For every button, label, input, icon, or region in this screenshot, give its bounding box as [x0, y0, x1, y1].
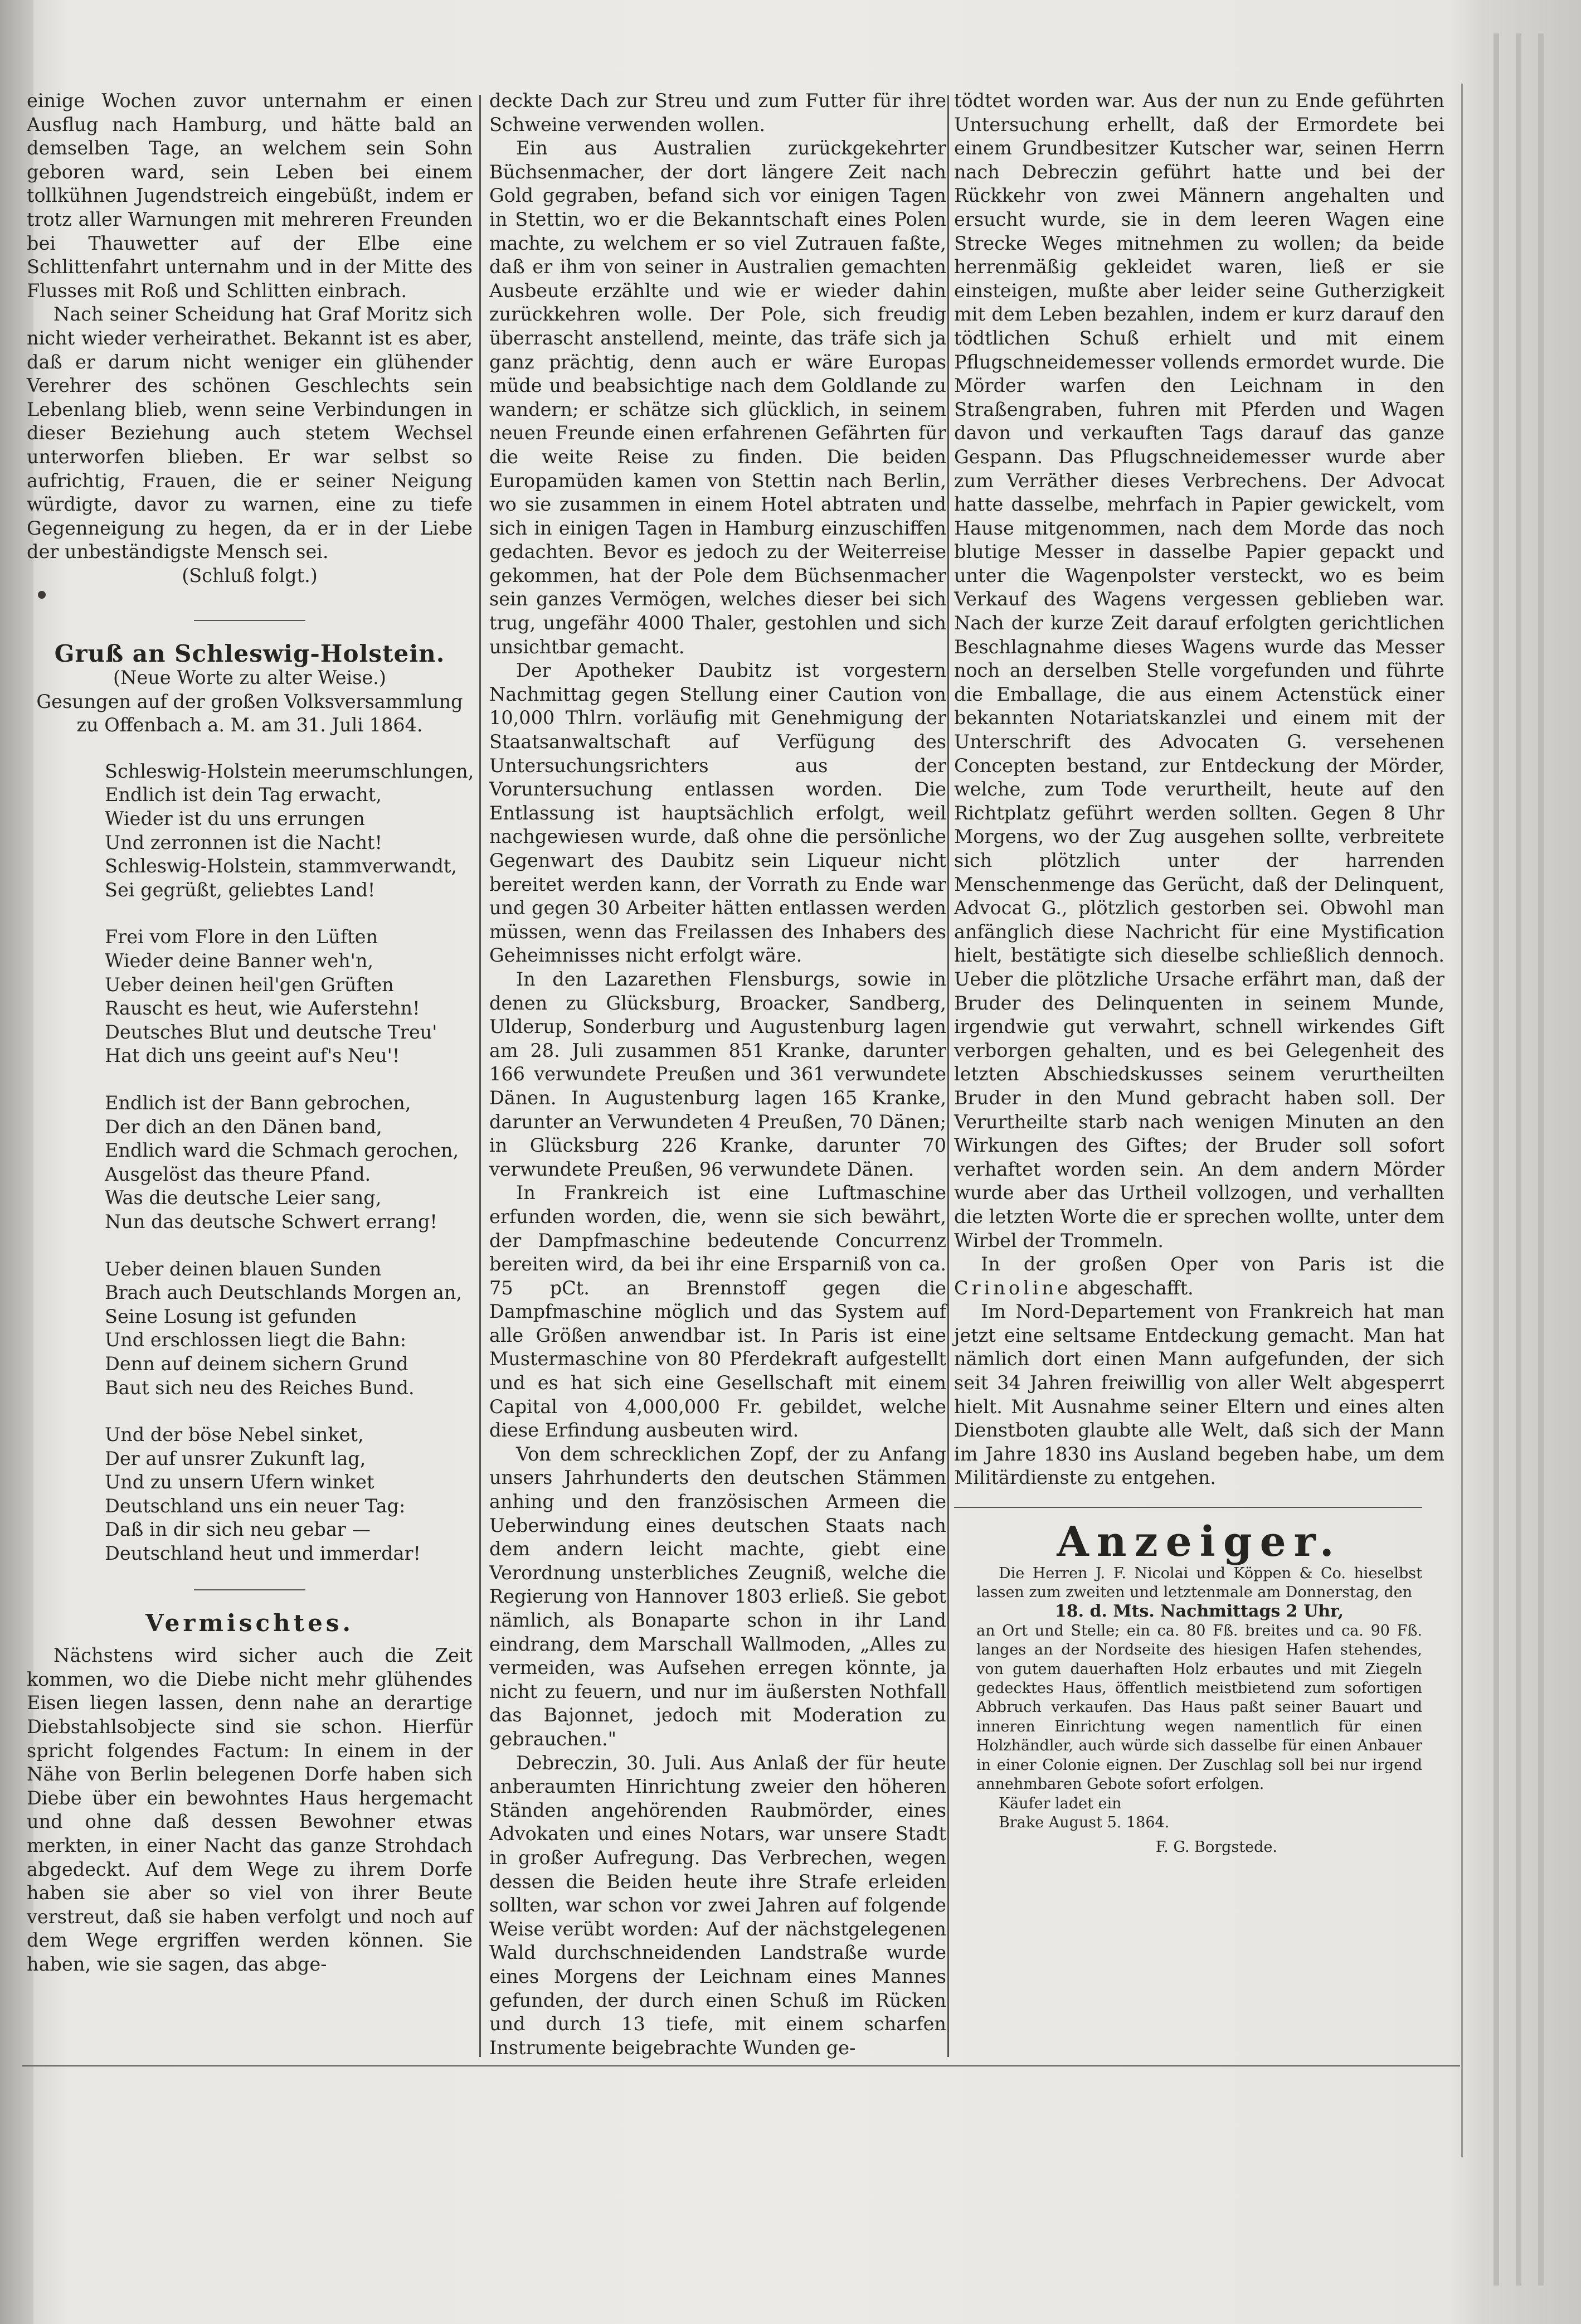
- poem-stanza: [105, 760, 473, 903]
- poem-line: Deutschland uns ein neuer Tag:: [105, 1495, 406, 1517]
- poem-line: Und zerronnen ist die Nacht!: [105, 831, 382, 853]
- poem-subtitle: (Neue Worte zu alter Weise.): [113, 667, 387, 689]
- poem-line: Ueber deinen heil'gen Grüften: [105, 973, 394, 996]
- ad-body: an Ort und Stelle; ein ca. 80 Fß. breites und ca. 90 Fß. langes an der Nordseite des hiesigen Hafen stehendes, von gutem dauerhaften Holz erbautes und mit Ziegeln gedecktes Haus, öffentlich meistbietend zum sofortigen Abbruch verkaufen. Das Haus paßt seiner Bauart und inneren Einrichtung wegen namentlich für einen Holzhändler, auch würde sich dasselbe für einen Anbauer in einer Colonie eignen. Der Zuschlag soll bei nur irgend annehmbaren Gebote sofort erfolgen.: [976, 1622, 1422, 1793]
- poem-line: Deutsches Blut und deutsche Treu': [105, 1021, 437, 1043]
- article-continuation: deckte Dach zur Streu und zum Futter für ihre Schweine verwenden wollen.: [489, 90, 946, 135]
- page-edge: [1494, 33, 1499, 2286]
- section-title-vermischtes: Vermischtes.: [145, 1609, 354, 1637]
- page-edge: [1538, 33, 1544, 2286]
- column-rule: [947, 95, 949, 2057]
- text-fragment: In der großen Oper von Paris ist die: [981, 1253, 1444, 1275]
- column-3: [954, 89, 1444, 1857]
- column-2: [489, 89, 946, 2060]
- ad-date: 18. d. Mts. Nachmittags 2 Uhr,: [1054, 1602, 1344, 1622]
- poem-stanza: [105, 1423, 473, 1566]
- poem-line: Schleswig-Holstein, stammverwandt,: [105, 855, 458, 877]
- ad-buyer-note: Käufer ladet ein: [999, 1794, 1122, 1812]
- poem-line: Ausgelöst das theure Pfand.: [105, 1163, 371, 1185]
- poem-line: Hat dich uns geeint auf's Neu'!: [105, 1045, 400, 1067]
- poem-line: Ueber deinen blauen Sunden: [105, 1258, 382, 1280]
- bullet-mark: [38, 591, 46, 599]
- poem-line: Endlich ist dein Tag erwacht,: [105, 784, 382, 806]
- article-paragraph: Ein aus Australien zurückgekehrter Büchsenmacher, der dort längere Zeit nach Gold gegraben, befand sich vor einigen Tagen in Stettin, wo er die Bekanntschaft eines Polen machte, zu welchem er so viel Zutrauen faßte, daß er ihm von seiner in Australien gemachten Ausbeute erzählte und wie er wieder dahin zurückkehren wolle. Der Pole, sich freudig überrascht anstellend, meinte, das träfe sich ja ganz prächtig, denn auch er wäre Europas müde und beabsichtige nach dem Goldlande zu wandern; er schätze sich glücklich, in seinem neuen Freunde einen erfahrenen Gefährten für die weite Reise zu finden. Die beiden Europamüden kamen von Stettin nach Berlin, wo sie zusammen in einem Hotel abtraten und sich in einigen Tagen in Hamburg einzuschiffen gedachten. Bevor es jedoch zu der Weiterreise gekommen, hat der Pole dem Büchsenmacher sein ganzes Vermögen, welches dieser bei sich trug, ungefähr 4000 Thaler, gestohlen und sich unsichtbar gemacht.: [489, 137, 946, 658]
- section-separator: [194, 620, 305, 621]
- article-continuation: einige Wochen zuvor unternahm er einen Ausflug nach Hamburg, und hätte bald an demselben Tage, an welchem sein Sohn geboren ward, sein Leben bei einem tollkühnen Jugendstreich eingebüßt, indem er trotz aller Warnungen mit mehreren Freunden bei Thauwetter auf der Elbe eine Schlittenfahrt unternahm und in der Mitte des Flusses mit Roß und Schlitten einbrach.: [27, 90, 473, 302]
- poem-line: Daß in dir sich neu gebar —: [105, 1518, 371, 1541]
- bottom-rule: [22, 2065, 1460, 2066]
- poem-line: Sei gegrüßt, geliebtes Land!: [105, 879, 376, 901]
- article-paragraph: Debreczin, 30. Juli. Aus Anlaß der für heute anberaumten Hinrichtung zweier den höheren Ständen angehörenden Raubmörder, eines Advokaten und eines Notars, war unsere Stadt in großer Aufregung. Das Verbrechen, wegen dessen die Beiden heute ihre Strafe erleiden sollten, war schon vor zwei Jahren auf folgende Weise verübt worden: Auf der nächstgelegenen Wald durchschneidenden Landstraße wurde eines Morgens der Leichnam eines Mannes gefunden, der durch einen Schuß im Rücken und durch 13 tiefe, mit einem scharfen Instrumente beigebrachte Wunden ge-: [489, 1752, 946, 2059]
- ad-signature: F. G. Borgstede.: [1155, 1838, 1277, 1856]
- poem-line: Schleswig-Holstein meerumschlungen,: [105, 760, 474, 782]
- article-paragraph: In Frankreich ist eine Luftmaschine erfunden worden, die, wenn sie sich bewährt, der Dampfmaschine bedeutende Concurrenz bereiten wird, da bei ihr eine Ersparniß von ca. 75 pCt. an Brennstoff gegen die Dampfmaschine möglich und das System auf alle Größen anwendbar ist. In Paris ist eine Mustermaschine von 80 Pferdekraft aufgestellt und es hat sich eine Gesellschaft mit einem Capital von 4,000,000 Fr. gebildet, welche diese Erfindung ausbeuten wird.: [489, 1182, 946, 1442]
- page-edge: [1516, 33, 1521, 2286]
- poem-line: Endlich ist der Bann gebrochen,: [105, 1091, 411, 1114]
- section-title-anzeiger: Anzeiger.: [1057, 1518, 1342, 1566]
- poem-line: Seine Losung ist gefunden: [105, 1305, 357, 1327]
- poem-stanza: [105, 1258, 473, 1400]
- continued-note: (Schluß folgt.): [182, 564, 318, 586]
- article-paragraph: [954, 1253, 1444, 1300]
- text-fragment: abgeschafft.: [1077, 1277, 1194, 1299]
- column-rule: [479, 95, 481, 2057]
- poem-line: Was die deutsche Leier sang,: [105, 1187, 382, 1209]
- column-1: [27, 89, 473, 1977]
- poem-line: Rauscht es heut, wie Auferstehn!: [105, 997, 420, 1020]
- poem: [105, 760, 473, 1566]
- poem-line: Der auf unsrer Zukunft lag,: [105, 1447, 366, 1469]
- poem-note: Gesungen auf der großen Volksversammlung zu Offenbach a. M. am 31. Juli 1864.: [36, 690, 463, 736]
- article-paragraph: Nächstens wird sicher auch die Zeit kommen, wo die Diebe nicht mehr glühendes Eisen liegen lassen, denn nahe an derartige Diebstahlsobjecte sind sie schon. Hierfür spricht folgendes Factum: In einem in der Nähe von Berlin belegenen Dorfe haben sich Diebe über ein bewohntes Haus hergemacht und ohne daß dessen Bewohner etwas merkten, in einer Nacht das ganze Strohdach abgedeckt. Auf dem Wege zu ihrem Dorfe haben sie aber so viel von ihrer Beute verstreut, daß sie haben verfolgt und noch auf dem Wege ergriffen werden können. Sie haben, wie sie sagen, das abge-: [27, 1644, 473, 1975]
- advertisement: [954, 1564, 1444, 1857]
- article-paragraph: Von dem schrecklichen Zopf, der zu Anfang unsers Jahrhunderts den deutschen Stämmen anhing und den französischen Armeen die Ueberwindung eines deutschen Staats nach dem andern leicht machte, giebt eine Verordnung unsterbliches Zeugniß, welche die Regierung von Hannover 1803 erließ. Sie gebot nämlich, als Bonaparte schon in ihr Land eindrang, dem Marschall Wallmoden, „Alles zu vermeiden, was Aufsehen erregen könnte, ja nicht zu feuern, und nur im äußersten Nothfall das Bajonnet, jedoch mit Moderation zu gebrauchen.": [489, 1443, 946, 1750]
- poem-line: Nun das deutsche Schwert errang!: [105, 1210, 437, 1233]
- poem-line: Deutschland heut und immerdar!: [105, 1542, 421, 1565]
- poem-line: Brach auch Deutschlands Morgen an,: [105, 1282, 463, 1304]
- poem-line: Baut sich neu des Reiches Bund.: [105, 1376, 415, 1399]
- article-paragraph: In den Lazarethen Flensburgs, sowie in denen zu Glücksburg, Broacker, Sandberg, Ulderup, Sonderburg und Augustenburg lagen am 28. Juli zusammen 851 Kranke, darunter 166 verwundete Preußen und 361 verwundete Dänen. In Augustenburg lagen 165 Kranke, darunter an Verwundeten 4 Preußen, 70 Dänen; in Glücksburg 226 Kranke, darunter 70 verwundete Preußen, 96 verwundete Dänen.: [489, 968, 946, 1180]
- poem-line: Endlich ward die Schmach gerochen,: [105, 1139, 459, 1162]
- article-continuation: tödtet worden war. Aus der nun zu Ende geführten Untersuchung erhellt, daß der Ermordete bei einem Grundbesitzer Kutscher war, seinen Herrn nach Debreczin geführt hatte und bei der Rückkehr von zwei Männern angehalten und ersucht wurde, sie in dem leeren Wagen eine Strecke Weges mitnehmen zu wollen; da beide herrenmäßig gekleidet waren, ließ er sie einsteigen, mußte aber leider seine Gutherzigkeit mit dem Leben bezahlen, indem er kurz darauf den tödtlichen Schuß erhielt und mit einem Pflugschneidemesser vollends ermordet wurde. Die Mörder warfen den Leichnam in den Straßengraben, fuhren mit Pferden und Wagen davon und verkauften Tags darauf das ganze Gespann. Das Pflugschneidemesser wurde aber zum Verräther dieses Verbrechens. Der Advocat hatte dasselbe, mehrfach in Papier gewickelt, vom Hause mitgenommen, nach dem Morde das noch blutige Messer in dasselbe Papier gepackt und unter die Wagenpolster versteckt, wo es beim Verkauf des Wagens vergessen geblieben war. Nach der kurze Zeit darauf erfolgten gerichtlichen Beschlagnahme dieses Wagens wurde das Messer noch an derselben Stelle vorgefunden und führte die Emballage, die aus einem Actenstück einer bekannten Notariatskanzlei und einem mit der Unterschrift des Advocaten G. versehenen Concepten bestand, zur Entdeckung der Mörder, welche, zum Tode verurtheilt, heute auf den Richtplatz geführt werden sollten. Gegen 8 Uhr Morgens, wo der Zug ausgehen sollte, verbreitete sich plötzlich unter der harrenden Menschenmenge das Gerücht, daß der Delinquent, Advocat G., plötzlich gestorben sei. Obwohl man anfänglich diese Nachricht für eine Mystification hielt, bestätigte sich dieselbe schließlich dennoch. Ueber die plötzliche Ursache erfährt man, daß der Bruder des Delinquenten in seinem Munde, irgendwie gut verwahrt, schnell wirkendes Gift verborgen gehalten, und es bei Gelegenheit des letzten Abschiedskusses seinem verurtheilten Bruder in den Mund gebracht haben soll. Der Verurtheilte starb nach wenigen Minuten an den Wirkungen des Giftes; der Bruder soll sofort verhaftet worden sein. An dem andern Mörder wurde aber das Urtheil vollzogen, und verhallten die letzten Worte die er sprechen wollte, unter dem Wirbel der Trommeln.: [954, 90, 1444, 1251]
- article-paragraph: Nach seiner Scheidung hat Graf Moritz sich nicht wieder verheirathet. Bekannt ist es aber, daß er darum nicht weniger ein glühender Verehrer des schönen Geschlechts sein Lebenlang blieb, wenn seine Verbindungen in dieser Beziehung auch stetem Wechsel unterworfen blieben. Er war selbst so aufrichtig, Frauen, die er seiner Neigung würdigte, davor zu warnen, eine zu tiefe Gegenneigung zu hegen, da er in der Liebe der unbeständigste Mensch sei.: [27, 303, 473, 563]
- poem-line: Frei vom Flore in den Lüften: [105, 926, 378, 948]
- article-paragraph: Im Nord-Departement von Frankreich hat man jetzt eine seltsame Entdeckung gemacht. Man hat nämlich dort einen Mann aufgefunden, der sich seit 34 Jahren freiwillig von aller Welt abgesperrt hielt. Mit Ausnahme seiner Eltern und eines alten Dienstboten glaubte alle Welt, daß sich der Mann im Jahre 1830 ins Ausland begeben habe, um dem Militärdienste zu entgehen.: [954, 1301, 1444, 1489]
- poem-line: Denn auf deinem sichern Grund: [105, 1352, 408, 1375]
- poem-stanza: [105, 1091, 473, 1234]
- poem-line: Und erschlossen liegt die Bahn:: [105, 1329, 407, 1351]
- poem-title: Gruß an Schleswig-Holstein.: [54, 640, 445, 668]
- poem-line: Der dich an den Dänen band,: [105, 1115, 382, 1138]
- poem-line: Und zu unsern Ufern winket: [105, 1471, 374, 1493]
- section-separator: [194, 1589, 305, 1590]
- poem-line: Wieder deine Banner weh'n,: [105, 950, 374, 972]
- article-paragraph: Der Apotheker Daubitz ist vorgestern Nachmittag gegen Stellung einer Caution von 10,000 Thlrn. vorläufig mit Genehmigung der Staatsanwaltschaft auf Verfügung des Untersuchungsrichters aus der Voruntersuchung entlassen worden. Die Entlassung ist hauptsächlich erfolgt, weil nachgewiesen wurde, daß ohne die persönliche Gegenwart des Daubitz sein Liqueur nicht bereitet werden kann, der Vorrath zu Ende war und gegen 30 Arbeiter hätten entlassen werden müssen, wenn das Freilassen des Inhabers des Geheimnisses nicht erfolgt wäre.: [489, 659, 946, 967]
- section-separator: [954, 1507, 1422, 1508]
- ad-intro: Die Herren J. F. Nicolai und Köppen & Co. hieselbst lassen zum zweiten und letztenmale am Donnerstag, den: [976, 1564, 1422, 1602]
- ad-place-date: Brake August 5. 1864.: [999, 1813, 1170, 1831]
- poem-line: Und der böse Nebel sinket,: [105, 1424, 364, 1446]
- spaced-word: Crinoline: [954, 1277, 1072, 1299]
- poem-line: Wieder ist du uns errungen: [105, 808, 365, 830]
- poem-stanza: [105, 925, 473, 1068]
